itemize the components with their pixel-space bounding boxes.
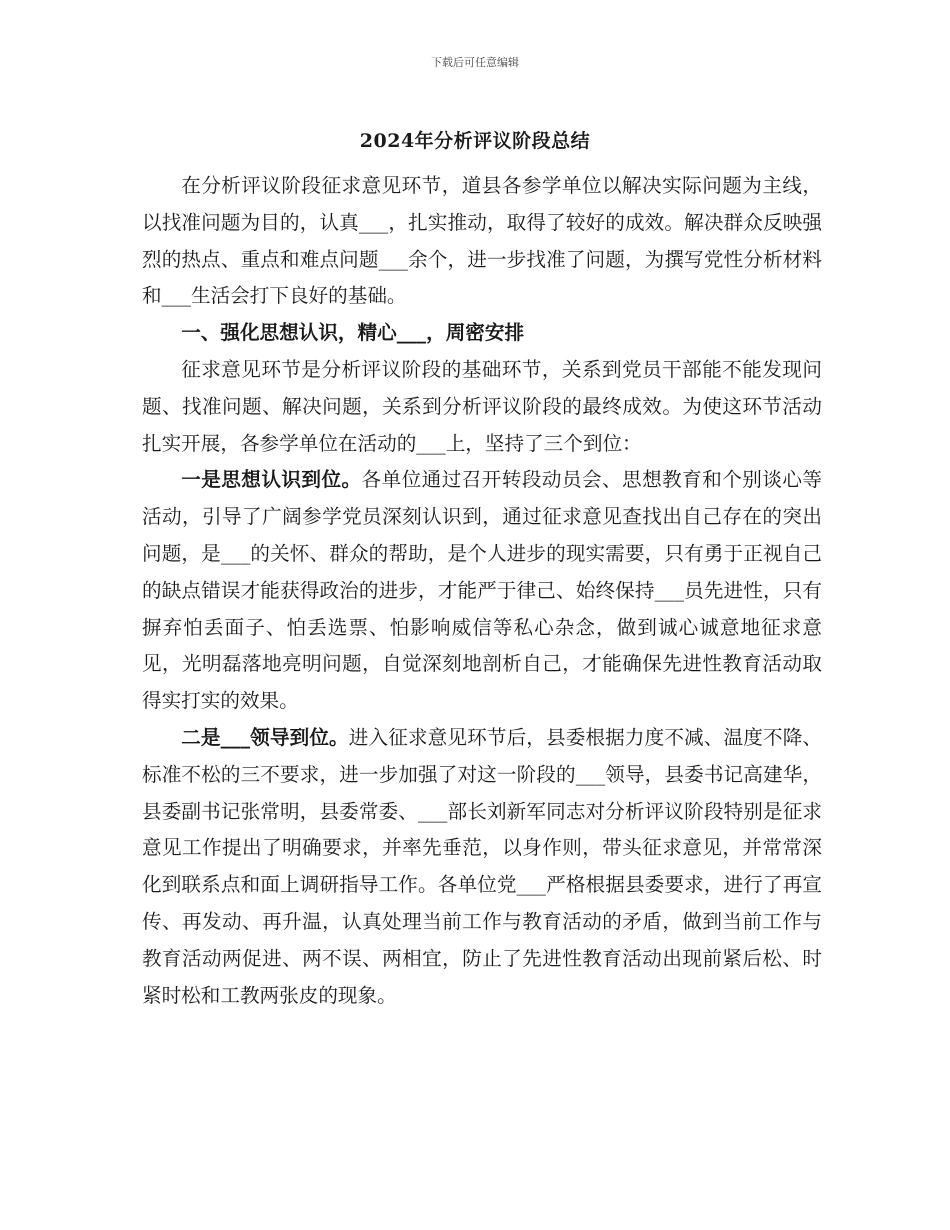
intro-paragraph: 在分析评议阶段征求意见环节，道县各参学单位以解决实际问题为主线，以找准问题为目的，认真___，扎实推动，取得了较好的成效。解决群众反映强烈的热点、重点和难点问题___余个，进一步找准了问题，为撰写党性分析材料和___生活会打下良好的基础。 — [142, 174, 822, 308]
point-two-paragraph — [142, 720, 822, 1014]
point-two-text: 进入征求意见环节后，县委根据力度不减、温度不降、标准不松的三不要求，进一步加强了对这一阶段的___领导，县委书记高建华，县委副书记张常明，县委常委、___部长刘新军同志对分析评议阶段特别是征求意见工作提出了明确要求，并率先垂范，以身作则，带头征求意见，并常常深化到联系点和面上调研指导工作。各单位党___严格根据县委要求，进行了再宣传、再发动、再升温，认真处理当前工作与教育活动的矛盾，做到当前工作与教育活动两促进、两不误、两相宜，防止了先进性教育活动出现前紧后松、时紧时松和工教两张皮的现象。 — [142, 725, 823, 1007]
point-one-text: 各单位通过召开转段动员会、思想教育和个别谈心等活动，引导了广阔参学党员深刻认识到，通过征求意见查找出自己存在的突出问题，是___的关怀、群众的帮助，是个人进步的现实需要，只有勇于正视自己的缺点错误才能获得政治的进步，才能严于律己、始终保持___员先进性，只有摒弃怕丢面子、怕丢选票、怕影响威信等私心杂念，做到诚心诚意地征求意见，光明磊落地亮明问题，自觉深刻地剖析自己，才能确保先进性教育活动取得实打实的效果。 — [142, 468, 823, 713]
point-one-lead: 一是思想认识到位。 — [181, 468, 362, 492]
section-heading: 一、强化思想认识，精心___，周密安排 — [181, 321, 525, 345]
document-body — [142, 168, 822, 1014]
page-header-note: 下载后可任意编辑 — [431, 56, 519, 69]
section-paragraph: 征求意见环节是分析评议阶段的基础环节，关系到党员干部能不能发现问题、找准问题、解决问题，关系到分析评议阶段的最终成效。为使这环节活动扎实开展，各参学单位在活动的___上，坚持了三个到位： — [142, 357, 822, 455]
point-one-paragraph — [142, 462, 822, 720]
point-two-lead: 二是___领导到位。 — [181, 725, 349, 749]
document-title: 2024年分析评议阶段总结 — [359, 130, 591, 152]
